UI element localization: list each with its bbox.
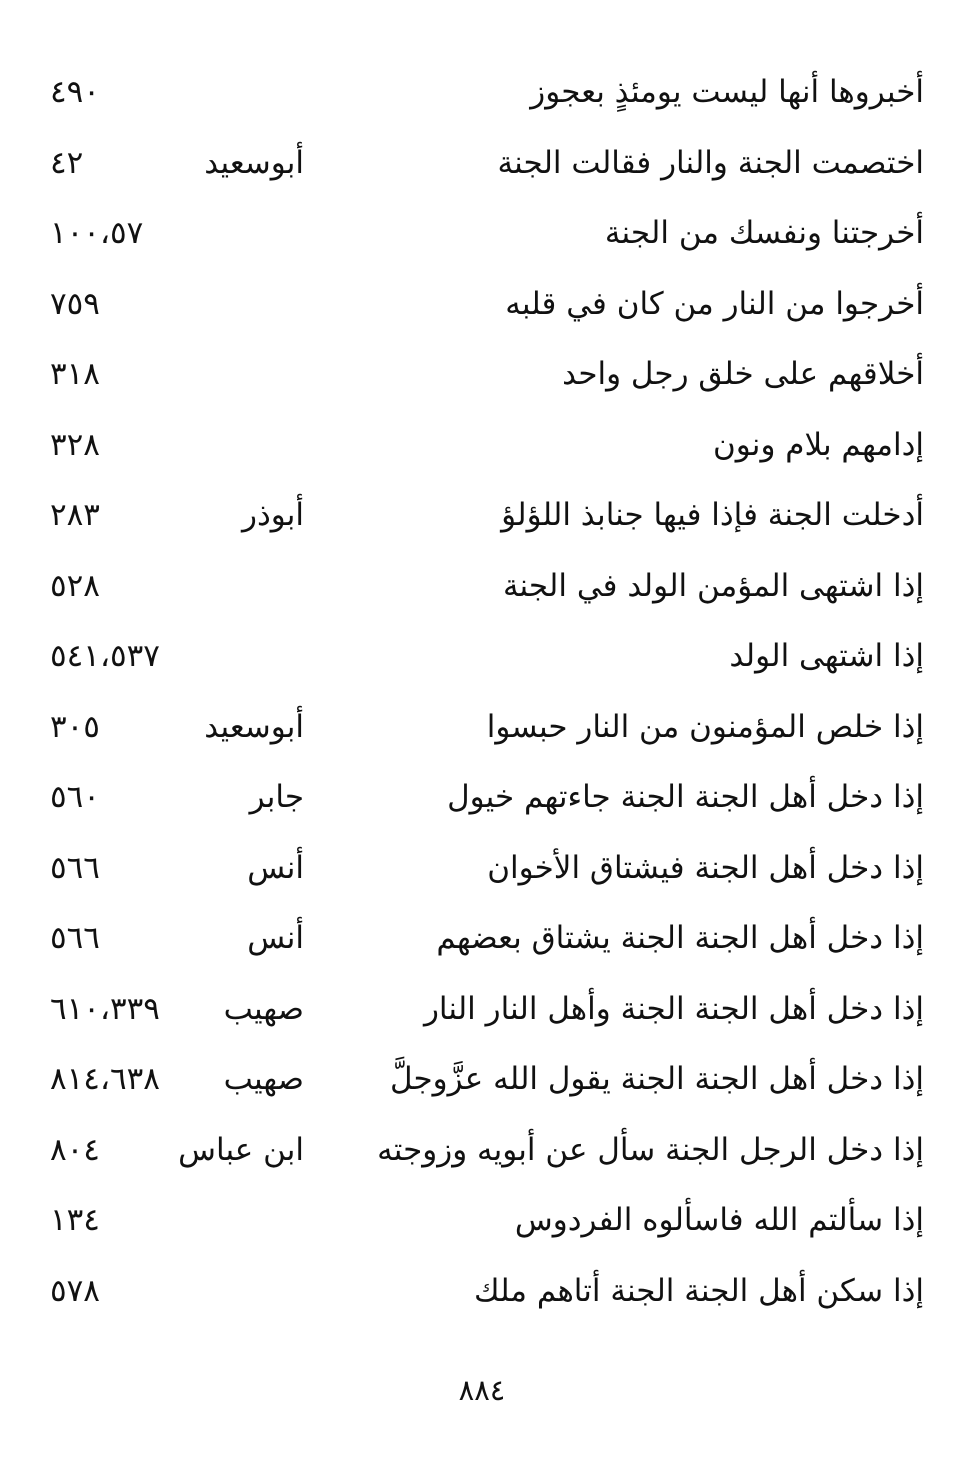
page-references: ١٣٤ bbox=[50, 1202, 100, 1238]
index-entry bbox=[40, 1186, 924, 1257]
narrator-name: أبوسعيد bbox=[204, 708, 304, 745]
narrator-name: أبوسعيد bbox=[204, 144, 304, 181]
index-entry bbox=[40, 129, 924, 200]
hadith-text: إذا خلص المؤمنون من النار حبسوا bbox=[486, 708, 924, 745]
hadith-text: أخبروها أنها ليست يومئذٍ بعجوز bbox=[530, 74, 924, 110]
narrator-name: أنس bbox=[247, 849, 304, 886]
index-entry bbox=[40, 693, 924, 764]
narrator-name: أبوذر bbox=[241, 497, 304, 533]
index-entry bbox=[40, 1045, 924, 1116]
narrator-name: ابن عباس bbox=[178, 1131, 304, 1168]
hadith-text: إذا اشتهى المؤمن الولد في الجنة bbox=[502, 567, 924, 604]
index-entry bbox=[40, 622, 924, 693]
index-entry bbox=[40, 975, 924, 1046]
index-entry bbox=[40, 58, 924, 129]
hadith-text: إذا سألتم الله فاسألوه الفردوس bbox=[514, 1202, 924, 1238]
page-references: ٨٠٤ bbox=[50, 1131, 100, 1168]
page-references: ٥٢٨ bbox=[50, 567, 100, 604]
page-references: ٥٦٦ bbox=[50, 849, 100, 886]
page-references: ٧٥٩ bbox=[50, 285, 100, 322]
hadith-text: إذا دخل أهل الجنة الجنة وأهل النار النار bbox=[423, 990, 924, 1027]
hadith-text: إذا دخل أهل الجنة الجنة يقول الله عزَّوجلَّ bbox=[390, 1061, 924, 1097]
index-entry bbox=[40, 411, 924, 482]
hadith-index-list bbox=[40, 58, 924, 1327]
narrator-name: صهيب bbox=[223, 1061, 304, 1097]
page-references: ٥٦٠ bbox=[50, 779, 100, 815]
index-entry bbox=[40, 199, 924, 270]
narrator-name: جابر bbox=[249, 779, 304, 815]
page-references: ٥٧٨ bbox=[50, 1272, 100, 1309]
index-entry bbox=[40, 1116, 924, 1187]
index-entry bbox=[40, 834, 924, 905]
page-references: ١٠٠،٥٧ bbox=[50, 215, 144, 251]
page-references: ٤٩٠ bbox=[50, 74, 100, 110]
page-references: ٢٨٣ bbox=[50, 497, 100, 533]
index-entry bbox=[40, 763, 924, 834]
hadith-text: اختصمت الجنة والنار فقالت الجنة bbox=[497, 144, 924, 181]
index-entry bbox=[40, 552, 924, 623]
index-entry bbox=[40, 270, 924, 341]
narrator-name: صهيب bbox=[223, 990, 304, 1027]
hadith-text: إذا دخل أهل الجنة الجنة جاءتهم خيول bbox=[447, 779, 924, 815]
hadith-text: إذا دخل أهل الجنة فيشتاق الأخوان bbox=[487, 849, 924, 886]
page-references: ٤٢ bbox=[50, 144, 84, 181]
narrator-name: أنس bbox=[247, 920, 304, 956]
page-references: ٥٤١،٥٣٧ bbox=[50, 638, 160, 674]
page-references: ٣١٨ bbox=[50, 356, 100, 392]
page-references: ٦١٠،٣٣٩ bbox=[50, 990, 160, 1027]
page-number: ٨٨٤ bbox=[458, 1373, 506, 1407]
index-entry bbox=[40, 904, 924, 975]
page-references: ٣٠٥ bbox=[50, 708, 100, 745]
hadith-text: إذا اشتهى الولد bbox=[729, 638, 924, 674]
index-entry bbox=[40, 340, 924, 411]
index-entry bbox=[40, 1257, 924, 1328]
hadith-text: إذا سكن أهل الجنة الجنة أتاهم ملك bbox=[473, 1272, 924, 1309]
hadith-text: إذا دخل أهل الجنة الجنة يشتاق بعضهم bbox=[436, 920, 924, 956]
page-references: ٣٢٨ bbox=[50, 426, 100, 463]
page-references: ٨١٤،٦٣٨ bbox=[50, 1061, 160, 1097]
hadith-text: أخرجتنا ونفسك من الجنة bbox=[604, 215, 924, 251]
index-entry bbox=[40, 481, 924, 552]
hadith-text: أخلاقهم على خلق رجل واحد bbox=[562, 356, 924, 392]
page-references: ٥٦٦ bbox=[50, 920, 100, 956]
hadith-text: أخرجوا من النار من كان في قلبه bbox=[505, 285, 924, 322]
hadith-text: إذا دخل الرجل الجنة سأل عن أبويه وزوجته bbox=[377, 1131, 924, 1168]
hadith-text: إدامهم بلام ونون bbox=[713, 426, 924, 463]
hadith-text: أدخلت الجنة فإذا فيها جنابذ اللؤلؤ bbox=[501, 497, 924, 533]
